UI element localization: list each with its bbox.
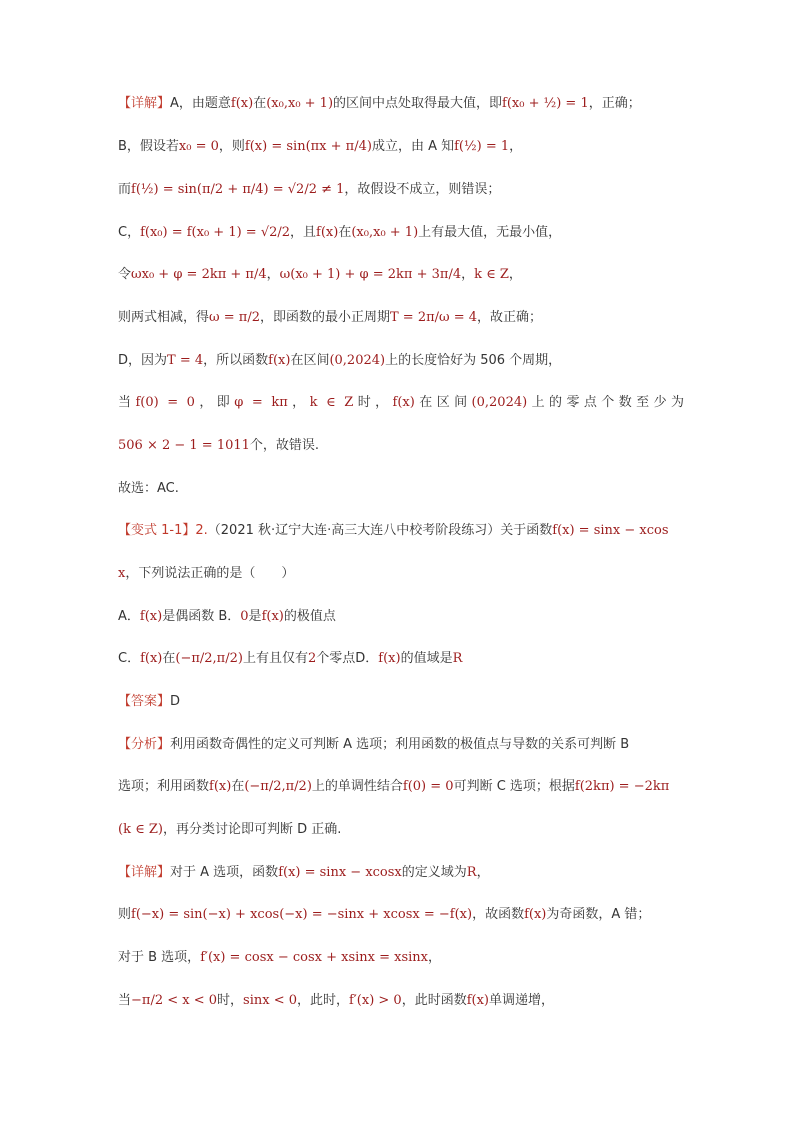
text-line <box>118 264 684 286</box>
text-run: ， <box>428 950 442 965</box>
math-expression: (x₀,x₀ + 1) <box>351 225 419 240</box>
text-run: 在 <box>338 225 352 240</box>
text-run: ，且 <box>290 225 317 240</box>
text-run: ， <box>508 267 522 282</box>
text-run: ， <box>509 139 523 154</box>
math-expression: f(0) = 0 <box>402 779 454 794</box>
text-run: 对于 A 选项，函数 <box>170 865 279 880</box>
text-run: 的区间中点处取得最大值，即 <box>333 96 503 111</box>
section-tag: 【详解】 <box>118 96 171 111</box>
text-run: 在区间 <box>290 353 330 368</box>
text-run: 为奇函数，A 错； <box>546 907 651 922</box>
math-expression: f(x) = sin(πx + π/4) <box>244 139 372 154</box>
text-run: ，故函数 <box>472 907 525 922</box>
math-expression: ωx₀ + φ = 2kπ + π/4 <box>131 267 267 282</box>
text-run: ，即函数的最小正周期 <box>259 310 390 325</box>
text-run: ，此时函数 <box>401 993 467 1008</box>
section-tag: 【变式 1-1】2. <box>118 523 208 538</box>
math-expression: f(x) <box>268 353 291 368</box>
math-expression: f(x) <box>261 609 284 624</box>
math-expression: f(½) = 1 <box>454 139 510 154</box>
text-line <box>118 136 684 158</box>
text-line <box>118 990 684 1012</box>
text-run: ，此时， <box>297 993 350 1008</box>
math-expression: f′(x) = cosx − cosx + xsinx = xsinx <box>200 950 429 965</box>
section-tag: 【详解】 <box>118 865 171 880</box>
math-expression: 2 <box>307 651 317 666</box>
text-run: D，因为 <box>118 353 168 368</box>
text-line <box>118 862 684 884</box>
text-run: ， <box>476 865 490 880</box>
text-run: 上的长度恰好为 506 个周期， <box>385 353 562 368</box>
text-run: 单调递增， <box>489 993 555 1008</box>
text-run: 则两式相减，得 <box>118 310 210 325</box>
math-expression: f(x) <box>140 651 163 666</box>
math-expression: R <box>452 651 463 666</box>
text-run: 是偶函数 B． <box>162 609 241 624</box>
text-line <box>118 691 684 713</box>
math-expression: (−π/2,π/2) <box>244 779 312 794</box>
text-run: 是 <box>248 609 262 624</box>
math-expression: k ∈ Z <box>309 395 354 410</box>
math-expression: f(x) <box>316 225 339 240</box>
text-run: ，故正确； <box>477 310 543 325</box>
math-expression: (k ∈ Z) <box>118 822 163 837</box>
text-run: （2021 秋·辽宁大连·高三大连八中校考阶段练习）关于函数 <box>207 523 553 538</box>
text-run: ，所以函数 <box>203 353 269 368</box>
text-run: 成立，由 A 知 <box>371 139 455 154</box>
text-run: 的极值点 <box>283 609 336 624</box>
math-expression: sinx < 0 <box>243 993 298 1008</box>
math-expression: f(x) <box>466 993 490 1008</box>
text-run: ，正确； <box>588 96 641 111</box>
math-expression: f(2kπ) = −2kπ <box>574 779 670 794</box>
text-run: ，再分类讨论即可判断 D 正确. <box>162 822 342 837</box>
text-run: 可判断 C 选项；根据 <box>453 779 575 794</box>
text-run: D <box>170 694 181 709</box>
math-expression: f(x₀ + ½) = 1 <box>502 96 589 111</box>
math-expression: (x₀,x₀ + 1) <box>266 96 334 111</box>
text-run: B，假设若 <box>118 139 179 154</box>
text-run: 的值域是 <box>400 651 453 666</box>
text-run: 个，故错误. <box>249 438 320 453</box>
section-tag: 【分析】 <box>118 737 171 752</box>
text-run: ，即 <box>194 395 235 410</box>
text-run: 在 <box>231 779 245 794</box>
math-expression: ω = π/2 <box>209 310 260 325</box>
text-run: 上的单调性结合 <box>311 779 403 794</box>
text-line <box>118 904 684 926</box>
math-expression: T = 4 <box>167 353 204 368</box>
math-expression: f(−x) = sin(−x) + xcos(−x) = −sinx + xcosx = −f(x) <box>131 907 473 922</box>
text-line <box>118 350 684 372</box>
math-expression: f(x) = sinx − xcos <box>552 523 669 538</box>
text-run: C， <box>118 225 141 240</box>
math-expression: R <box>466 865 477 880</box>
text-line <box>118 478 684 500</box>
text-line <box>118 734 684 756</box>
math-expression: f′(x) > 0 <box>349 993 402 1008</box>
text-run: 上有且仅有 <box>242 651 308 666</box>
math-expression: 0 <box>240 609 249 624</box>
text-line <box>118 606 684 628</box>
math-expression: (0,2024) <box>471 395 528 410</box>
text-line <box>118 947 684 969</box>
math-expression: f(0) = 0 <box>135 395 195 410</box>
text-run: A． <box>118 609 140 624</box>
math-expression: f(x) <box>378 651 401 666</box>
text-run: 时， <box>217 993 244 1008</box>
math-expression: ω(x₀ + 1) + φ = 2kπ + 3π/4 <box>279 267 462 282</box>
math-expression: −π/2 < x < 0 <box>131 993 218 1008</box>
text-line <box>118 776 684 798</box>
text-run: 利用函数奇偶性的定义可判断 A 选项；利用函数的极值点与导数的关系可判断 B <box>170 737 630 752</box>
text-run: 选项；利用函数 <box>118 779 210 794</box>
text-line <box>118 435 684 457</box>
text-run: 对于 B 选项， <box>118 950 201 965</box>
text-run: 则 <box>118 907 132 922</box>
text-run: 令 <box>118 267 132 282</box>
text-run: C． <box>118 651 141 666</box>
text-run: ， <box>266 267 280 282</box>
text-run: ， <box>287 395 310 410</box>
text-run: 在 <box>253 96 267 111</box>
text-run: ，下列说法正确的是（ ） <box>125 566 295 581</box>
text-run: 当 <box>118 993 132 1008</box>
math-expression: (0,2024) <box>329 353 386 368</box>
math-expression: (−π/2,π/2) <box>175 651 243 666</box>
text-run: 上有最大值，无最小值， <box>418 225 562 240</box>
text-line <box>118 222 684 244</box>
text-run: 的定义域为 <box>401 865 467 880</box>
text-run: 而 <box>118 182 132 197</box>
math-expression: f(x) <box>392 395 415 410</box>
text-run: 在区间 <box>414 395 472 410</box>
text-run: 故选：AC. <box>118 481 179 496</box>
math-expression: T = 2π/ω = 4 <box>389 310 478 325</box>
math-expression: f(½) = sin(π/2 + π/4) = √2/2 ≠ 1 <box>131 182 345 197</box>
section-tag: 【答案】 <box>118 694 171 709</box>
text-run: 个零点D． <box>316 651 379 666</box>
text-line <box>118 307 684 329</box>
math-expression: f(x) <box>139 609 163 624</box>
text-line <box>118 563 684 585</box>
text-run: A，由题意 <box>170 96 231 111</box>
math-expression: f(x) = sinx − xcosx <box>278 865 402 880</box>
text-run: 在 <box>162 651 176 666</box>
text-run: 时， <box>353 395 393 410</box>
math-expression: x <box>118 566 126 581</box>
text-line <box>118 520 684 542</box>
math-expression: f(x) <box>230 96 254 111</box>
text-run: ，故假设不成立，则错误； <box>344 182 501 197</box>
text-line <box>118 392 684 414</box>
math-expression: f(x) <box>524 907 547 922</box>
math-expression: 506 × 2 − 1 = 1011 <box>118 438 250 453</box>
text-line <box>118 648 684 670</box>
text-run: ，则 <box>218 139 245 154</box>
text-line <box>118 179 684 201</box>
math-expression: φ = kπ <box>234 395 288 410</box>
math-expression: x₀ = 0 <box>178 139 219 154</box>
text-run: 上的零点个数至少为 <box>527 395 684 410</box>
math-expression: k ∈ Z <box>474 267 509 282</box>
text-run: 当 <box>118 395 136 410</box>
text-line <box>118 93 684 115</box>
math-expression: f(x) <box>209 779 232 794</box>
text-run: ， <box>461 267 475 282</box>
text-line <box>118 819 684 841</box>
math-expression: f(x₀) = f(x₀ + 1) = √2/2 <box>140 225 291 240</box>
